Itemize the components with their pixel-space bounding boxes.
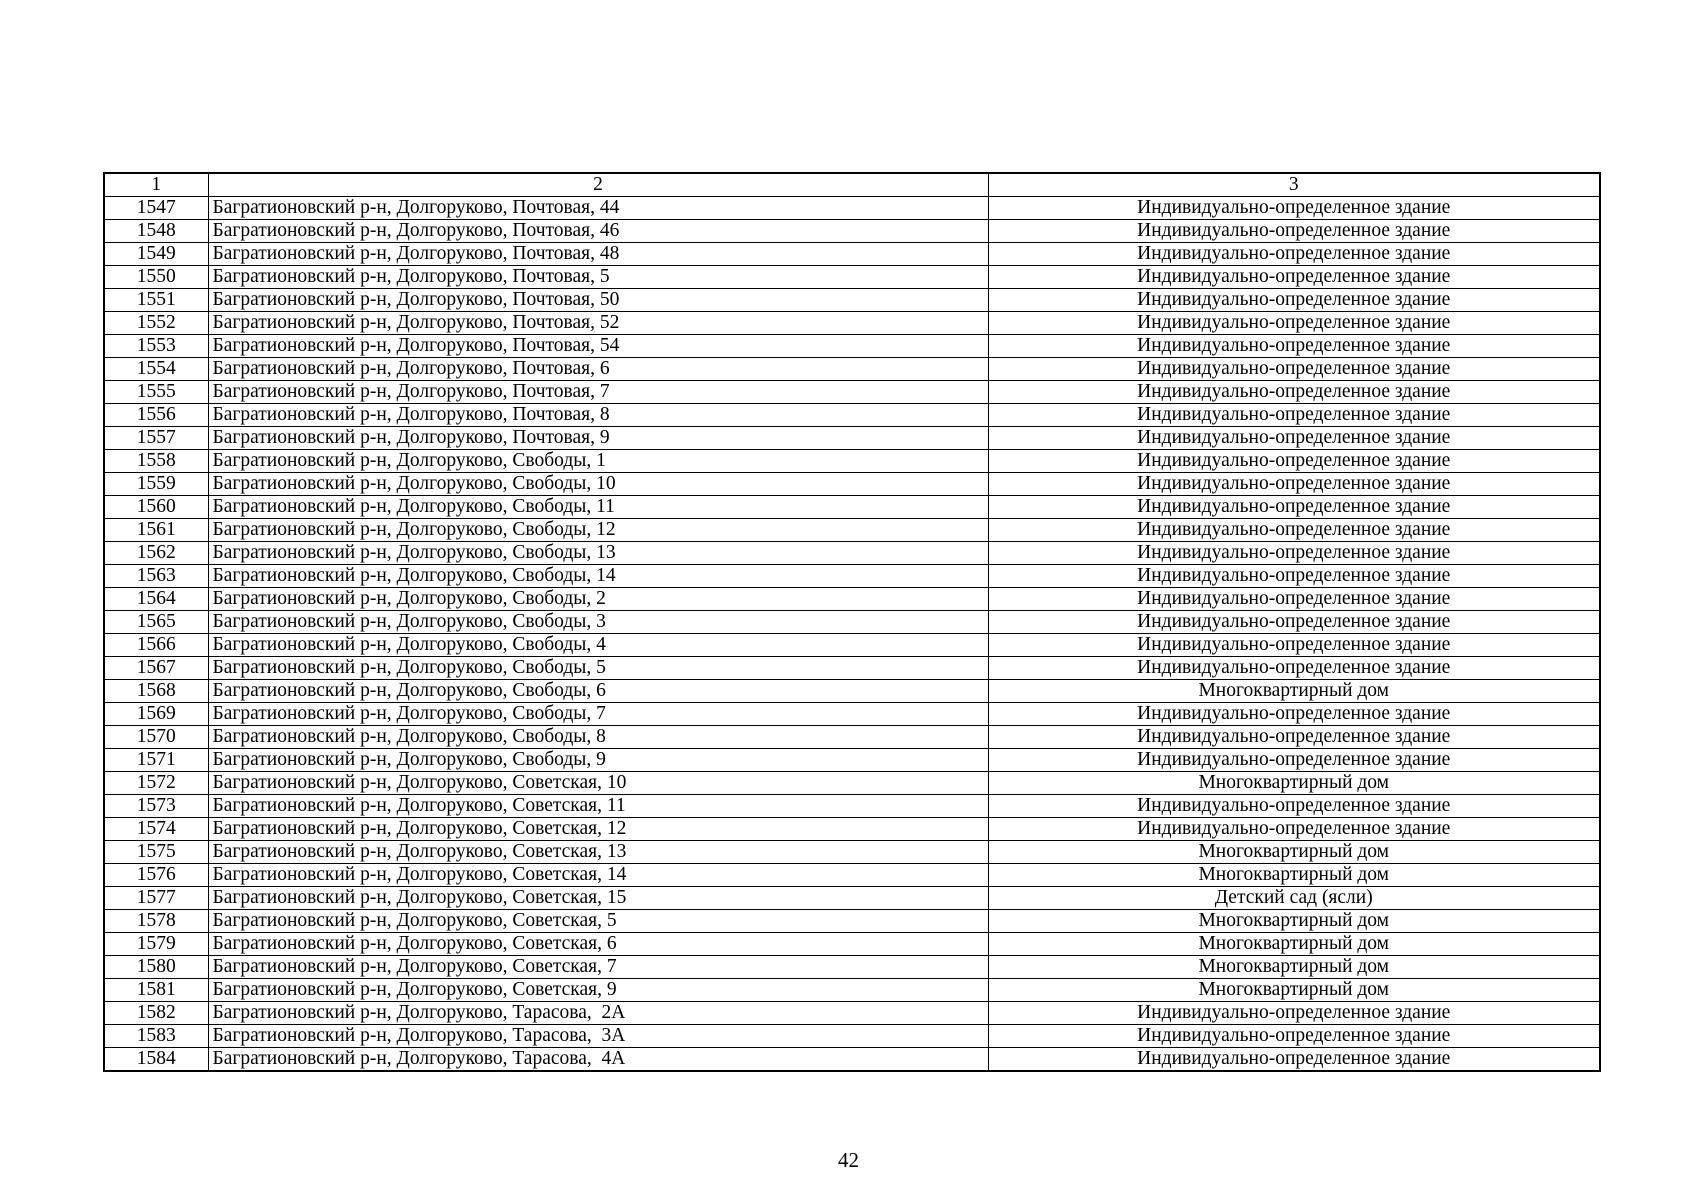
row-number-cell: 1575 xyxy=(104,841,208,864)
row-number-cell: 1556 xyxy=(104,404,208,427)
address-cell: Багратионовский р-н, Долгоруково, Советская, 9 xyxy=(208,979,988,1002)
building-type-cell: Индивидуально-определенное здание xyxy=(988,473,1600,496)
row-number-cell: 1584 xyxy=(104,1048,208,1072)
address-cell: Багратионовский р-н, Долгоруково, Почтовая, 50 xyxy=(208,289,988,312)
building-type-cell: Многоквартирный дом xyxy=(988,864,1600,887)
building-type-cell: Индивидуально-определенное здание xyxy=(988,289,1600,312)
building-type-cell: Индивидуально-определенное здание xyxy=(988,1002,1600,1025)
building-type-cell: Индивидуально-определенное здание xyxy=(988,450,1600,473)
address-cell: Багратионовский р-н, Долгоруково, Свободы, 3 xyxy=(208,611,988,634)
table-header xyxy=(104,173,1600,197)
building-type-cell: Индивидуально-определенное здание xyxy=(988,427,1600,450)
row-number-cell: 1551 xyxy=(104,289,208,312)
building-type-cell: Индивидуально-определенное здание xyxy=(988,1025,1600,1048)
table-row xyxy=(104,772,1600,795)
building-type-cell: Индивидуально-определенное здание xyxy=(988,588,1600,611)
table-body xyxy=(104,197,1600,1072)
address-cell: Багратионовский р-н, Долгоруково, Свободы, 10 xyxy=(208,473,988,496)
table-row xyxy=(104,565,1600,588)
table-row xyxy=(104,657,1600,680)
building-type-cell: Многоквартирный дом xyxy=(988,979,1600,1002)
address-cell: Багратионовский р-н, Долгоруково, Советская, 12 xyxy=(208,818,988,841)
address-cell: Багратионовский р-н, Долгоруково, Почтовая, 9 xyxy=(208,427,988,450)
table-row xyxy=(104,220,1600,243)
address-cell: Багратионовский р-н, Долгоруково, Почтовая, 52 xyxy=(208,312,988,335)
table-row xyxy=(104,381,1600,404)
table-row xyxy=(104,496,1600,519)
table-row xyxy=(104,1002,1600,1025)
table-row xyxy=(104,197,1600,220)
address-cell: Багратионовский р-н, Долгоруково, Свободы, 12 xyxy=(208,519,988,542)
building-type-cell: Индивидуально-определенное здание xyxy=(988,335,1600,358)
building-type-cell: Индивидуально-определенное здание xyxy=(988,519,1600,542)
table-row xyxy=(104,1025,1600,1048)
table-row xyxy=(104,243,1600,266)
building-type-cell: Многоквартирный дом xyxy=(988,772,1600,795)
registry-table xyxy=(103,172,1601,1072)
building-type-cell: Индивидуально-определенное здание xyxy=(988,496,1600,519)
building-type-cell: Индивидуально-определенное здание xyxy=(988,312,1600,335)
row-number-cell: 1553 xyxy=(104,335,208,358)
header-col-address: 2 xyxy=(208,173,988,197)
table-row xyxy=(104,358,1600,381)
address-cell: Багратионовский р-н, Долгоруково, Советская, 14 xyxy=(208,864,988,887)
row-number-cell: 1576 xyxy=(104,864,208,887)
header-col-type: 3 xyxy=(988,173,1600,197)
page-number: 42 xyxy=(838,1148,859,1172)
table-row xyxy=(104,680,1600,703)
row-number-cell: 1573 xyxy=(104,795,208,818)
address-cell: Багратионовский р-н, Долгоруково, Почтовая, 44 xyxy=(208,197,988,220)
row-number-cell: 1559 xyxy=(104,473,208,496)
address-cell: Багратионовский р-н, Долгоруково, Почтовая, 6 xyxy=(208,358,988,381)
table-row xyxy=(104,1048,1600,1072)
row-number-cell: 1549 xyxy=(104,243,208,266)
address-cell: Багратионовский р-н, Долгоруково, Тарасова, 3А xyxy=(208,1025,988,1048)
address-cell: Багратионовский р-н, Долгоруково, Свободы, 13 xyxy=(208,542,988,565)
address-cell: Багратионовский р-н, Долгоруково, Советская, 13 xyxy=(208,841,988,864)
building-type-cell: Многоквартирный дом xyxy=(988,933,1600,956)
row-number-cell: 1563 xyxy=(104,565,208,588)
row-number-cell: 1557 xyxy=(104,427,208,450)
building-type-cell: Индивидуально-определенное здание xyxy=(988,404,1600,427)
row-number-cell: 1552 xyxy=(104,312,208,335)
row-number-cell: 1578 xyxy=(104,910,208,933)
row-number-cell: 1548 xyxy=(104,220,208,243)
address-cell: Багратионовский р-н, Долгоруково, Почтовая, 46 xyxy=(208,220,988,243)
building-type-cell: Индивидуально-определенное здание xyxy=(988,726,1600,749)
building-type-cell: Индивидуально-определенное здание xyxy=(988,243,1600,266)
building-type-cell: Многоквартирный дом xyxy=(988,910,1600,933)
table-row xyxy=(104,887,1600,910)
address-cell: Багратионовский р-н, Долгоруково, Свободы, 2 xyxy=(208,588,988,611)
address-cell: Багратионовский р-н, Долгоруково, Свободы, 4 xyxy=(208,634,988,657)
row-number-cell: 1561 xyxy=(104,519,208,542)
row-number-cell: 1581 xyxy=(104,979,208,1002)
table-row xyxy=(104,335,1600,358)
row-number-cell: 1577 xyxy=(104,887,208,910)
row-number-cell: 1564 xyxy=(104,588,208,611)
table-row xyxy=(104,588,1600,611)
building-type-cell: Индивидуально-определенное здание xyxy=(988,1048,1600,1072)
building-type-cell: Индивидуально-определенное здание xyxy=(988,818,1600,841)
address-cell: Багратионовский р-н, Долгоруково, Почтовая, 54 xyxy=(208,335,988,358)
row-number-cell: 1571 xyxy=(104,749,208,772)
address-cell: Багратионовский р-н, Долгоруково, Свободы, 14 xyxy=(208,565,988,588)
row-number-cell: 1568 xyxy=(104,680,208,703)
table-row xyxy=(104,312,1600,335)
table-row xyxy=(104,910,1600,933)
row-number-cell: 1554 xyxy=(104,358,208,381)
row-number-cell: 1572 xyxy=(104,772,208,795)
building-type-cell: Индивидуально-определенное здание xyxy=(988,358,1600,381)
building-type-cell: Индивидуально-определенное здание xyxy=(988,795,1600,818)
table-row xyxy=(104,427,1600,450)
address-cell: Багратионовский р-н, Долгоруково, Почтовая, 7 xyxy=(208,381,988,404)
building-type-cell: Многоквартирный дом xyxy=(988,680,1600,703)
address-cell: Багратионовский р-н, Долгоруково, Свободы, 5 xyxy=(208,657,988,680)
row-number-cell: 1547 xyxy=(104,197,208,220)
building-type-cell: Индивидуально-определенное здание xyxy=(988,657,1600,680)
address-cell: Багратионовский р-н, Долгоруково, Свободы, 9 xyxy=(208,749,988,772)
address-cell: Багратионовский р-н, Долгоруково, Свободы, 11 xyxy=(208,496,988,519)
address-cell: Багратионовский р-н, Долгоруково, Советская, 5 xyxy=(208,910,988,933)
building-type-cell: Индивидуально-определенное здание xyxy=(988,220,1600,243)
row-number-cell: 1570 xyxy=(104,726,208,749)
row-number-cell: 1560 xyxy=(104,496,208,519)
table-row xyxy=(104,933,1600,956)
building-type-cell: Индивидуально-определенное здание xyxy=(988,749,1600,772)
row-number-cell: 1582 xyxy=(104,1002,208,1025)
row-number-cell: 1574 xyxy=(104,818,208,841)
table-row xyxy=(104,726,1600,749)
row-number-cell: 1583 xyxy=(104,1025,208,1048)
building-type-cell: Индивидуально-определенное здание xyxy=(988,266,1600,289)
row-number-cell: 1550 xyxy=(104,266,208,289)
table-row xyxy=(104,818,1600,841)
building-type-cell: Индивидуально-определенное здание xyxy=(988,542,1600,565)
address-cell: Багратионовский р-н, Долгоруково, Свободы, 6 xyxy=(208,680,988,703)
table-row xyxy=(104,289,1600,312)
row-number-cell: 1562 xyxy=(104,542,208,565)
address-cell: Багратионовский р-н, Долгоруково, Советская, 10 xyxy=(208,772,988,795)
address-cell: Багратионовский р-н, Долгоруково, Почтовая, 48 xyxy=(208,243,988,266)
building-type-cell: Индивидуально-определенное здание xyxy=(988,634,1600,657)
address-cell: Багратионовский р-н, Долгоруково, Советская, 11 xyxy=(208,795,988,818)
address-cell: Багратионовский р-н, Долгоруково, Советская, 7 xyxy=(208,956,988,979)
building-type-cell: Индивидуально-определенное здание xyxy=(988,381,1600,404)
table-row xyxy=(104,542,1600,565)
building-type-cell: Детский сад (ясли) xyxy=(988,887,1600,910)
table-row xyxy=(104,979,1600,1002)
building-type-cell: Индивидуально-определенное здание xyxy=(988,611,1600,634)
building-type-cell: Индивидуально-определенное здание xyxy=(988,197,1600,220)
table-row xyxy=(104,864,1600,887)
table-row xyxy=(104,404,1600,427)
table-row xyxy=(104,841,1600,864)
table-row xyxy=(104,611,1600,634)
building-type-cell: Многоквартирный дом xyxy=(988,956,1600,979)
address-cell: Багратионовский р-н, Долгоруково, Тарасова, 4А xyxy=(208,1048,988,1072)
table-row xyxy=(104,473,1600,496)
table-row xyxy=(104,703,1600,726)
row-number-cell: 1580 xyxy=(104,956,208,979)
address-cell: Багратионовский р-н, Долгоруково, Свободы, 8 xyxy=(208,726,988,749)
header-col-number: 1 xyxy=(104,173,208,197)
row-number-cell: 1558 xyxy=(104,450,208,473)
address-cell: Багратионовский р-н, Долгоруково, Почтовая, 5 xyxy=(208,266,988,289)
address-cell: Багратионовский р-н, Долгоруково, Тарасова, 2А xyxy=(208,1002,988,1025)
building-type-cell: Многоквартирный дом xyxy=(988,841,1600,864)
table-row xyxy=(104,634,1600,657)
table-row xyxy=(104,749,1600,772)
row-number-cell: 1569 xyxy=(104,703,208,726)
address-cell: Багратионовский р-н, Долгоруково, Почтовая, 8 xyxy=(208,404,988,427)
row-number-cell: 1567 xyxy=(104,657,208,680)
address-cell: Багратионовский р-н, Долгоруково, Советская, 6 xyxy=(208,933,988,956)
building-type-cell: Индивидуально-определенное здание xyxy=(988,703,1600,726)
address-cell: Багратионовский р-н, Долгоруково, Советская, 15 xyxy=(208,887,988,910)
table-row xyxy=(104,266,1600,289)
address-cell: Багратионовский р-н, Долгоруково, Свободы, 1 xyxy=(208,450,988,473)
row-number-cell: 1579 xyxy=(104,933,208,956)
row-number-cell: 1565 xyxy=(104,611,208,634)
table-row xyxy=(104,450,1600,473)
building-type-cell: Индивидуально-определенное здание xyxy=(988,565,1600,588)
row-number-cell: 1566 xyxy=(104,634,208,657)
row-number-cell: 1555 xyxy=(104,381,208,404)
header-row xyxy=(104,173,1600,197)
address-cell: Багратионовский р-н, Долгоруково, Свободы, 7 xyxy=(208,703,988,726)
table-row xyxy=(104,795,1600,818)
table-row xyxy=(104,519,1600,542)
table-row xyxy=(104,956,1600,979)
